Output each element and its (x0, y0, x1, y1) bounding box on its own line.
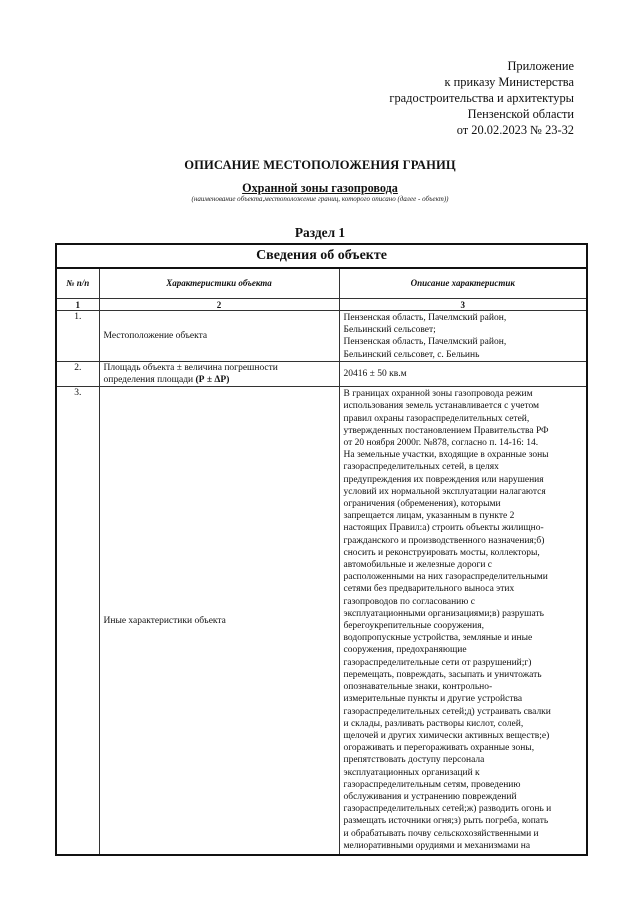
characteristic-line: Площадь объекта ± величина погрешности (103, 362, 278, 373)
description-line: Бельинский сельсовет, с. Бельинь (343, 349, 480, 360)
appendix-line: от 20.02.2023 № 23-32 (456, 123, 574, 137)
description-line: сетями без предварительного выноса этих (343, 584, 515, 595)
row-characteristic: Местоположение объекта (99, 311, 339, 362)
document-title: ОПИСАНИЕ МЕСТОПОЛОЖЕНИЯ ГРАНИЦ (184, 158, 456, 172)
description-line: В границах охранной зоны газопровода режим (343, 389, 533, 400)
column-header-description: Описание характеристик (339, 268, 587, 299)
description-line: берегоукрепительные сооружения, (343, 621, 484, 632)
description-line: и обрабатывать почву сельскохозяйственными и (343, 828, 539, 839)
description-line: газораспределительным сетям, проведению (343, 779, 521, 790)
row-characteristic (99, 361, 339, 386)
description-line: Бельинский сельсовет; (343, 325, 436, 336)
column-number: 2 (99, 299, 339, 311)
description-line: На земельные участки, входящие в охранные зоны (343, 450, 549, 461)
column-number: 3 (339, 299, 587, 311)
characteristic-formula: (Р ± ΔР) (195, 375, 230, 386)
description-line: Пензенская область, Пачелмский район, (343, 313, 507, 323)
description-line: предупреждения их повреждения или нарушения (343, 474, 544, 485)
description-line: щелочей и других химически активных веществ;е) (343, 730, 550, 741)
description-line: перемещать, повреждать, засыпать и уничтожать (343, 669, 542, 680)
description-line: эксплуатационными организациями;в) разрушать (343, 608, 544, 619)
description-line: размещать источники огня;з) рыть погреба, копать (343, 816, 549, 827)
description-line: огораживать и перегораживать охранные зоны, (343, 743, 535, 754)
description-line: использования земель устанавливается с учетом (343, 401, 540, 412)
appendix-line: градостроительства и архитектуры (389, 91, 574, 105)
description-line: сооружения, предохраняющие (343, 645, 467, 656)
object-info-table (55, 243, 588, 856)
description-line: ограничения (обременения), которыми (343, 499, 501, 510)
appendix-line: к приказу Министерства (444, 75, 574, 89)
description-line: гражданского и производственного назначения;б) (343, 535, 545, 546)
row-characteristic: Иные характеристики объекта (99, 387, 339, 856)
table-row (56, 387, 587, 856)
description-line: опознавательные знаки, контрольно- (343, 682, 493, 693)
characteristic-text: определения площади (103, 375, 196, 386)
characteristic-line (104, 374, 335, 386)
description-line: газораспределительных сетей;ж) разводить огонь и (343, 804, 552, 815)
column-header-characteristic: Характеристики объекта (99, 268, 339, 299)
row-number: 1. (56, 311, 99, 362)
section-heading: Раздел 1 (294, 225, 346, 240)
description-line: газопроводов по согласованию с (343, 596, 475, 607)
table-row (56, 361, 587, 386)
description-line: препятствовать доступу персонала (343, 755, 485, 766)
appendix-line: Приложение (507, 59, 574, 73)
description-line: газораспределительных сетей, в целях (343, 462, 499, 473)
column-number: 1 (56, 299, 99, 311)
description-line: газораспределительных сетей;д) устраивать свалки (343, 706, 551, 717)
description-line: запрещается лицам, указанным в пункте 2 (343, 511, 515, 522)
object-name-line (0, 181, 640, 196)
description-line: расположенными на них газораспределительными (343, 572, 548, 583)
row-description (339, 311, 587, 362)
appendix-block (314, 58, 574, 138)
row-description (339, 387, 587, 856)
description-line: эксплуатационных организаций к (343, 767, 480, 778)
appendix-line: Пензенской области (467, 107, 574, 121)
description-line: водопропускные устройства, земляные и иные (343, 633, 533, 644)
column-header-row (56, 268, 587, 299)
description-line: утвержденных постановлением Правительства РФ (343, 425, 549, 436)
row-description: 20416 ± 50 кв.м (339, 361, 587, 386)
row-number: 3. (56, 387, 99, 856)
description-line: газораспределительные сети от разрушений;г) (343, 657, 532, 668)
description-line: сносить и реконструировать мосты, коллекторы, (343, 547, 540, 558)
object-name: Охранной зоны газопровода (242, 181, 398, 195)
column-number-row (56, 299, 587, 311)
object-name-note: (наименование объекта,местоположение границ, которого описано (далее - объект)) (191, 195, 449, 203)
description-line: условий их нормальной эксплуатации налагаются (343, 486, 546, 497)
column-header-number: № п/п (56, 268, 99, 299)
description-line: настоящих Правил:а) строить объекты жилищно- (343, 523, 544, 534)
description-line: обслуживания и устранению повреждений (343, 791, 517, 802)
description-line: мелиоративными орудиями и механизмами на (343, 840, 531, 851)
description-line: измерительные пункты и другие устройства (343, 694, 523, 705)
description-line: от 20 ноября 2000г. №878, согласно п. 14-16: 14. (343, 438, 539, 449)
description-line: и склады, разливать растворы кислот, солей, (343, 718, 524, 729)
description-line: Пензенская область, Пачелмский район, (343, 337, 507, 348)
description-line: автомобильные и железные дороги с (343, 560, 493, 571)
description-line: правил охраны газораспределительных сетей, (343, 413, 530, 424)
table-title: Сведения об объекте (56, 244, 587, 268)
table-row (56, 311, 587, 362)
row-number: 2. (56, 361, 99, 386)
